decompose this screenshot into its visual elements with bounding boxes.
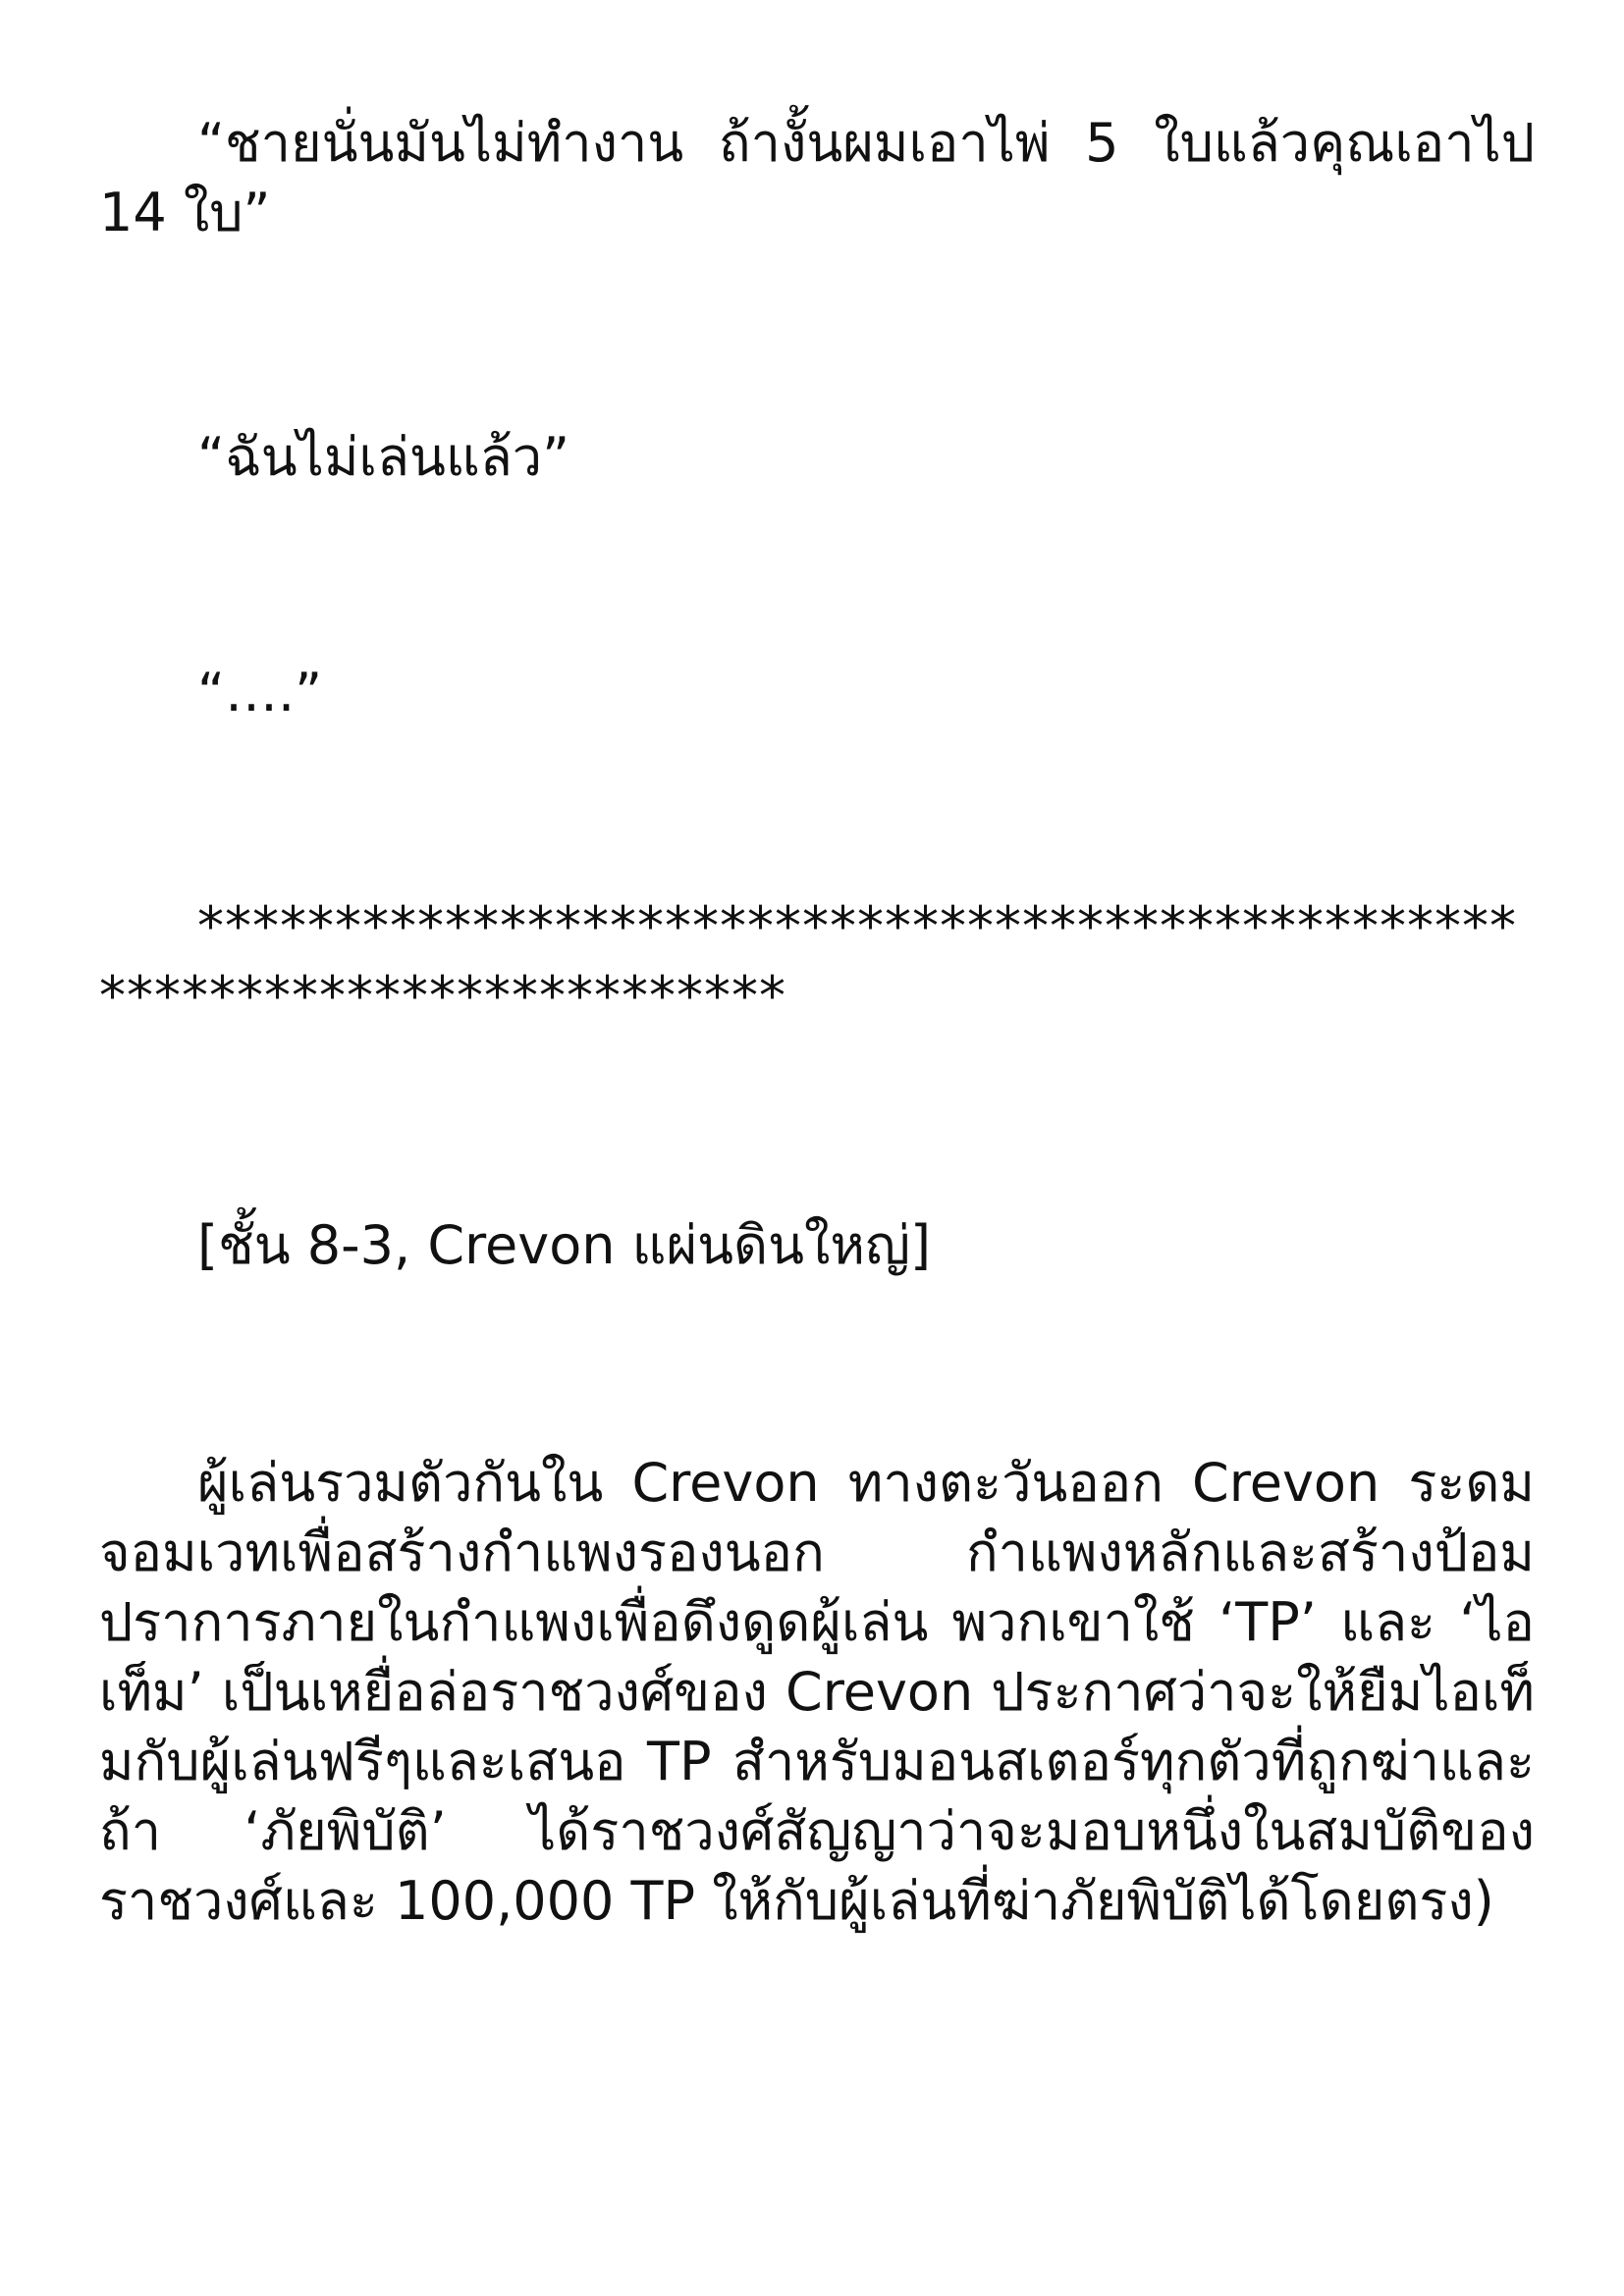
location-heading: [ชั้น 8-3, Crevon แผ่นดินใหญ่]	[197, 1214, 932, 1276]
dialogue-card-trade: “ชายนั่นมันไม่ทำงาน ถ้างั้นผมเอาไพ่ 5 ใบแล้วคุณเอาไป 14 ใบ”	[99, 112, 1535, 243]
narrative-paragraph: ผู้เล่นรวมตัวกันใน Crevon ทางตะวันออก Crevon ระดมจอมเวทเพื่อสร้างกำแพงรองนอก กำแพงหลักและสร้างป้อมปราการภายในกำแพงเพื่อดึงดูดผู้เล่น พวกเขาใช้ ‘TP’ และ ‘ไอเท็ม’ เป็นเหยื่อล่อราชวงศ์ของ Crevon ประกาศว่าจะให้ยืมไอเท็มกับผู้เล่นฟรีๆและเสนอ TP สำหรับมอนสเตอร์ทุกตัวที่ถูกฆ่าและถ้า ‘ภัยพิบัติ’ ได้ราชวงศ์สัญญาว่าจะมอบหนึ่งในสมบัติของราชวงศ์และ 100,000 TP ให้กับผู้เล่นที่ฆ่าภัยพิบัติได้โดยตรง)	[99, 1452, 1535, 1932]
dialogue-ellipsis: “….”	[197, 662, 323, 723]
scene-separator: *************************************************************************	[99, 895, 1517, 1027]
dialogue-quit: “ฉันไม่เล่นแล้ว”	[197, 426, 570, 488]
